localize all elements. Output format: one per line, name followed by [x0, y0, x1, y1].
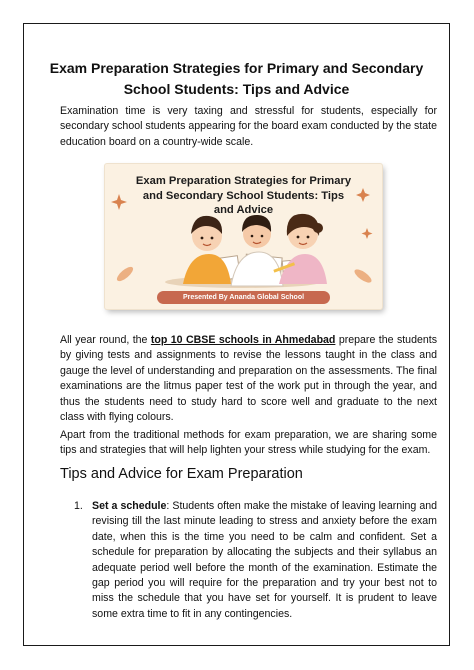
list-item-number: 1. [74, 500, 83, 512]
student-figure [231, 215, 283, 286]
body-paragraph [60, 333, 437, 425]
paragraph-text: prepare the students by giving tests and assignments to revise the lessons taught in the class and gauge the level of understanding and preparation on the assessments. The final examinations are the litmus paper test of the work put in through the year, and thus the students need to study hard to score well and graduate to the next class with flying colours. [60, 334, 437, 424]
document-page [23, 23, 450, 646]
paragraph-text: All year round, the [60, 334, 151, 346]
intro-paragraph: Examination time is very taxing and stressful for students, especially for secondary school students appearing for the board exam conducted by the state education board on a country-wide scale. [60, 105, 437, 148]
section-heading: Tips and Advice for Exam Preparation [60, 466, 303, 482]
banner-title: Exam Preparation Strategies for Primary and Secondary School Students: Tips and Advice [135, 175, 352, 217]
banner-image [105, 164, 382, 309]
cbse-schools-link[interactable]: top 10 CBSE schools in Ahmedabad [150, 334, 336, 346]
banner-presented-by: Presented By Ananda Global School [157, 291, 330, 304]
list-item-text [92, 499, 437, 622]
list-item-description: : Students often make the mistake of leaving learning and revising till the last minute leading to stress and anxiety before the exam date, when this is the time you need to be calm and confident. Set a schedule for preparation by allocating the subjects and their syllabus an adequate period well before the month of the examination. Estimate the gap period you will require for the preparation and try your best not to miss the schedule that you have set for yourself. It is prudent to leave some extra time to fit in any contingencies. [92, 500, 438, 620]
list-item-title: Set a schedule [92, 500, 167, 512]
document-title: Exam Preparation Strategies for Primary and Secondary School Students: Tips and Advice [49, 60, 424, 97]
student-figure [183, 216, 231, 284]
body-paragraph: Apart from the traditional methods for exam preparation, we are sharing some tips and strategies that will help lighten your stress while studying for the exam. [60, 429, 437, 457]
student-figure [279, 214, 327, 284]
